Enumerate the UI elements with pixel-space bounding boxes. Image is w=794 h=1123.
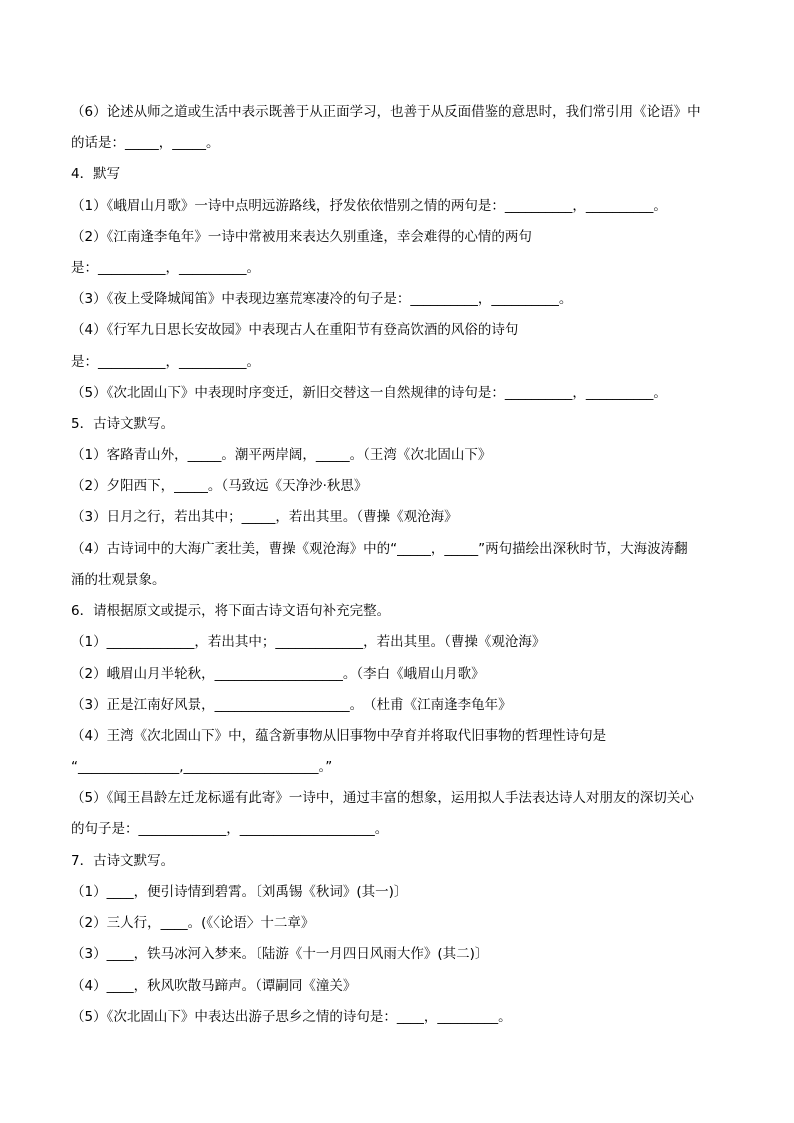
q4-1: （1）《峨眉山月歌》一诗中点明远游路线，抒发依依惜别之情的两句是：__________，__________。 xyxy=(71,198,667,214)
q7-4: （4）____，秋风吹散马蹄声。（谭嗣同《潼关》 xyxy=(71,978,357,994)
q6-5-line1: （5）《闻王昌龄左迁龙标遥有此寄》一诗中，通过丰富的想象，运用拟人手法表达诗人对朋友的深切关心 xyxy=(71,790,694,806)
q5-1: （1）客路青山外，_____。潮平两岸阔，_____。（王湾《次北固山下》 xyxy=(71,447,492,463)
q6-1: （1）_____________，若出其中；_____________，若出其里。（曹操《观沧海》 xyxy=(71,634,546,650)
section-7-heading: 7．古诗文默写。 xyxy=(71,853,175,869)
q7-1: （1）____，便引诗情到碧霄。〔刘禹锡《秋词》(其一)〕 xyxy=(71,884,408,900)
q6-2: （2）峨眉山月半轮秋，___________________。（李白《峨眉山月歌》 xyxy=(71,666,485,682)
q7-5: （5）《次北固山下》中表达出游子思乡之情的诗句是：____，_________。 xyxy=(71,1009,512,1025)
q4-2-line2: 是：__________，__________。 xyxy=(71,260,260,276)
section-5-heading: 5．古诗文默写。 xyxy=(71,416,175,432)
q5-2: （2）夕阳西下，_____。（马致远《天净沙·秋思》 xyxy=(71,478,368,494)
q4-4-line1: （4）《行军九日思长安故园》中表现古人在重阳节有登高饮酒的风俗的诗句 xyxy=(71,322,519,338)
section-4-heading: 4．默写 xyxy=(71,166,121,182)
q6-5-line2: 的句子是：_____________，____________________。 xyxy=(71,821,389,837)
q3-6-line2: 的话是：_____，_____。 xyxy=(71,135,220,151)
q4-5: （5）《次北固山下》中表现时序变迁，新旧交替这一自然规律的诗句是：__________，__________。 xyxy=(71,385,667,401)
q6-4-line1: （4）王湾《次北固山下》中，蕴含新事物从旧事物中孕育并将取代旧事物的哲理性诗句是 xyxy=(71,728,607,744)
q5-3: （3）日月之行，若出其中；_____，若出其里。（曹操《观沧海》 xyxy=(71,509,458,525)
q5-4-line1: （4）古诗词中的大海广袤壮美，曹操《观沧海》中的“_____，_____”两句描绘出深秋时节，大海波涛翻 xyxy=(71,541,688,557)
q5-4-line2: 涌的壮观景象。 xyxy=(71,572,166,588)
q6-4-line2: “_______________,____________________。” xyxy=(71,759,333,775)
q4-2-line1: （2）《江南逢李龟年》一诗中常被用来表达久别重逢，幸会难得的心情的两句 xyxy=(71,229,532,245)
q4-3: （3）《夜上受降城闻笛》中表现边塞荒寒凄冷的句子是：__________，__________。 xyxy=(71,291,573,307)
q3-6-line1: （6）论述从师之道或生活中表示既善于从正面学习，也善于从反面借鉴的意思时，我们常引用《论语》中 xyxy=(71,104,701,120)
q6-3: （3）正是江南好风景，____________________。 （杜甫《江南逢李龟年》 xyxy=(71,697,512,713)
q7-2: （2）三人行，____。(《〈论语〉十二章》 xyxy=(71,915,315,931)
q4-4-line2: 是：__________，__________。 xyxy=(71,354,260,370)
q7-3: （3）____，铁马冰河入梦来。〔陆游《十一月四日风雨大作》(其二)〕 xyxy=(71,946,489,962)
section-6-heading: 6．请根据原文或提示，将下面古诗文语句补充完整。 xyxy=(71,603,391,619)
